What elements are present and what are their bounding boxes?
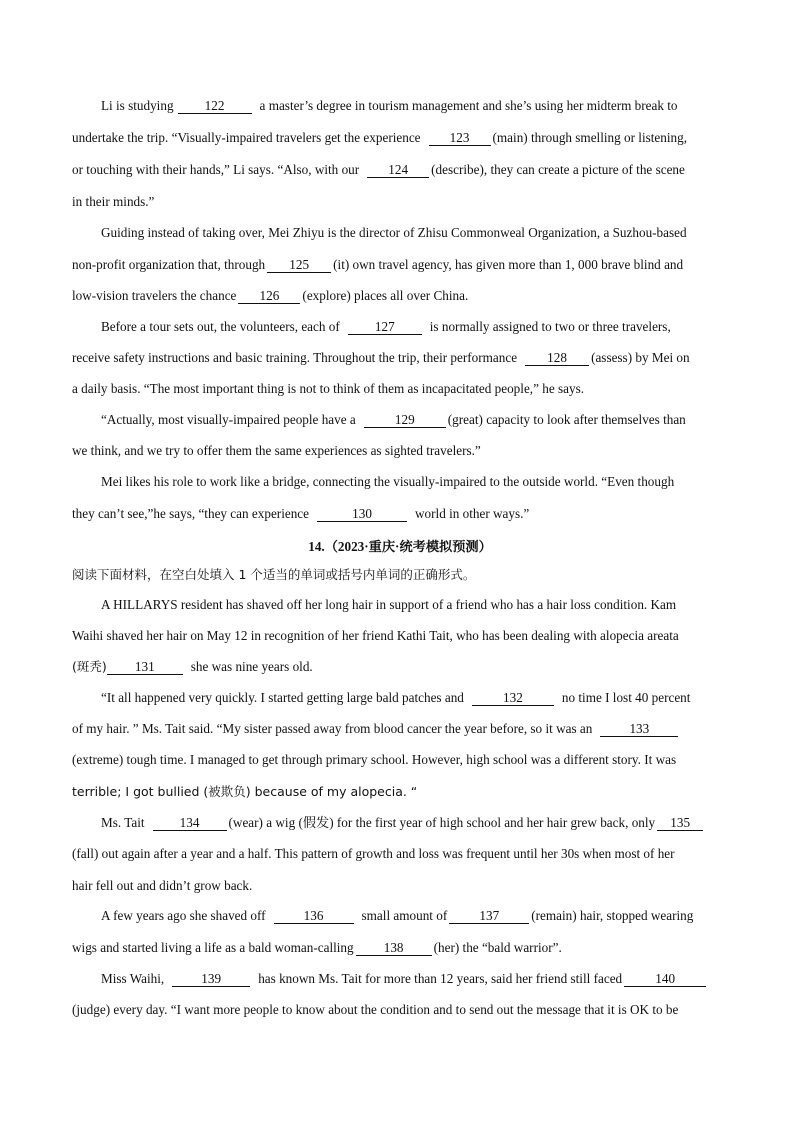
question-heading: 14.（2023·重庆·统考模拟预测） [308, 539, 492, 554]
blank-133[interactable]: 133 [600, 722, 678, 737]
text-line: (extreme) tough time. I managed to get through primary school. However, high school was a different story. It was [72, 752, 677, 767]
blank-140[interactable]: 140 [624, 972, 706, 987]
text-line: a daily basis. “The most important thing is not to think of them as incapacitated people,” he says. [72, 381, 584, 396]
blank-124[interactable]: 124 [367, 163, 429, 178]
blank-135[interactable]: 135 [657, 816, 703, 831]
text-line: undertake the trip. “Visually-impaired travelers get the experience 123 (main) through smelling or listening, [72, 130, 688, 145]
blank-123[interactable]: 123 [429, 131, 491, 146]
paragraph-start: “It all happened very quickly. I started getting large bald patches and 132 no time I lost 40 percent [101, 690, 691, 705]
text-line: (judge) every day. “I want more people to know about the condition and to send out the message that it is OK to be [72, 1002, 679, 1017]
text-line: they can’t see,”he says, “they can experience 130 world in other ways.” [72, 506, 530, 521]
blank-137[interactable]: 137 [449, 909, 529, 924]
blank-139[interactable]: 139 [172, 972, 250, 987]
paragraph-start: Guiding instead of taking over, Mei Zhiyu is the director of Zhisu Commonweal Organization, a Suzhou-based [101, 225, 687, 240]
paragraph-start: Ms. Tait 134 (wear) a wig (假发) for the first year of high school and her hair grew back, only 135 [101, 815, 703, 831]
text-line: we think, and we try to offer them the same experiences as sighted travelers.” [72, 443, 481, 458]
text-line: or touching with their hands,” Li says. “Also, with our 124 (describe), they can create a picture of the scene [72, 162, 685, 177]
blank-130[interactable]: 130 [317, 507, 407, 522]
text-line: non-profit organization that, through 125 (it) own travel agency, has given more than 1, 000 brave blind and [72, 257, 684, 272]
paragraph-start: Miss Waihi, 139 has known Ms. Tait for more than 12 years, said her friend still faced 140 [101, 971, 706, 987]
instruction: 阅读下面材料，在空白处填入 1 个适当的单词或括号内单词的正确形式。 [72, 567, 476, 582]
paragraph-start: “Actually, most visually-impaired people have a 129 (great) capacity to look after themselves than [101, 412, 686, 427]
text-line: in their minds.” [72, 194, 155, 209]
blank-125[interactable]: 125 [267, 258, 331, 273]
text-line: low-vision travelers the chance 126 (explore) places all over China. [72, 288, 469, 303]
blank-131[interactable]: 131 [107, 660, 183, 675]
blank-122[interactable]: 122 [178, 99, 252, 114]
blank-127[interactable]: 127 [348, 320, 422, 335]
blank-136[interactable]: 136 [274, 909, 354, 924]
text-line: (斑秃) 131 she was nine years old. [72, 659, 313, 674]
text-line: Li is studying 122 a master’s degree in tourism management and she’s using her midterm break to [101, 98, 678, 113]
text-line: wigs and started living a life as a bald woman-calling 138 (her) the “bald warrior”. [72, 940, 562, 955]
blank-138[interactable]: 138 [356, 941, 432, 956]
blank-129[interactable]: 129 [364, 413, 446, 428]
text-line: of my hair. ” Ms. Tait said. “My sister passed away from blood cancer the year before, so it was an 133 [72, 721, 678, 737]
paragraph-start: A HILLARYS resident has shaved off her long hair in support of a friend who has a hair loss condition. Kam [101, 597, 677, 612]
blank-128[interactable]: 128 [525, 351, 589, 366]
blank-132[interactable]: 132 [472, 691, 554, 706]
text-line: terrible; I got bullied (被欺负) because of my alopecia. “ [72, 784, 418, 799]
blank-126[interactable]: 126 [238, 289, 300, 304]
text-line: receive safety instructions and basic training. Throughout the trip, their performance 128 (assess) by Mei on [72, 350, 690, 365]
text-line: hair fell out and didn’t grow back. [72, 878, 253, 893]
text-line: Waihi shaved her hair on May 12 in recognition of her friend Kathi Tait, who has been dealing with alopecia areata [72, 628, 679, 643]
paragraph-start: A few years ago she shaved off 136 small amount of 137 (remain) hair, stopped wearing [101, 908, 694, 923]
paragraph-start: Mei likes his role to work like a bridge, connecting the visually-impaired to the outside world. “Even though [101, 474, 675, 489]
blank-134[interactable]: 134 [153, 816, 227, 831]
paragraph-start: Before a tour sets out, the volunteers, each of 127 is normally assigned to two or three travelers, [101, 319, 671, 334]
text-line: (fall) out again after a year and a half. This pattern of growth and loss was frequent until her 30s when most of her [72, 846, 675, 861]
